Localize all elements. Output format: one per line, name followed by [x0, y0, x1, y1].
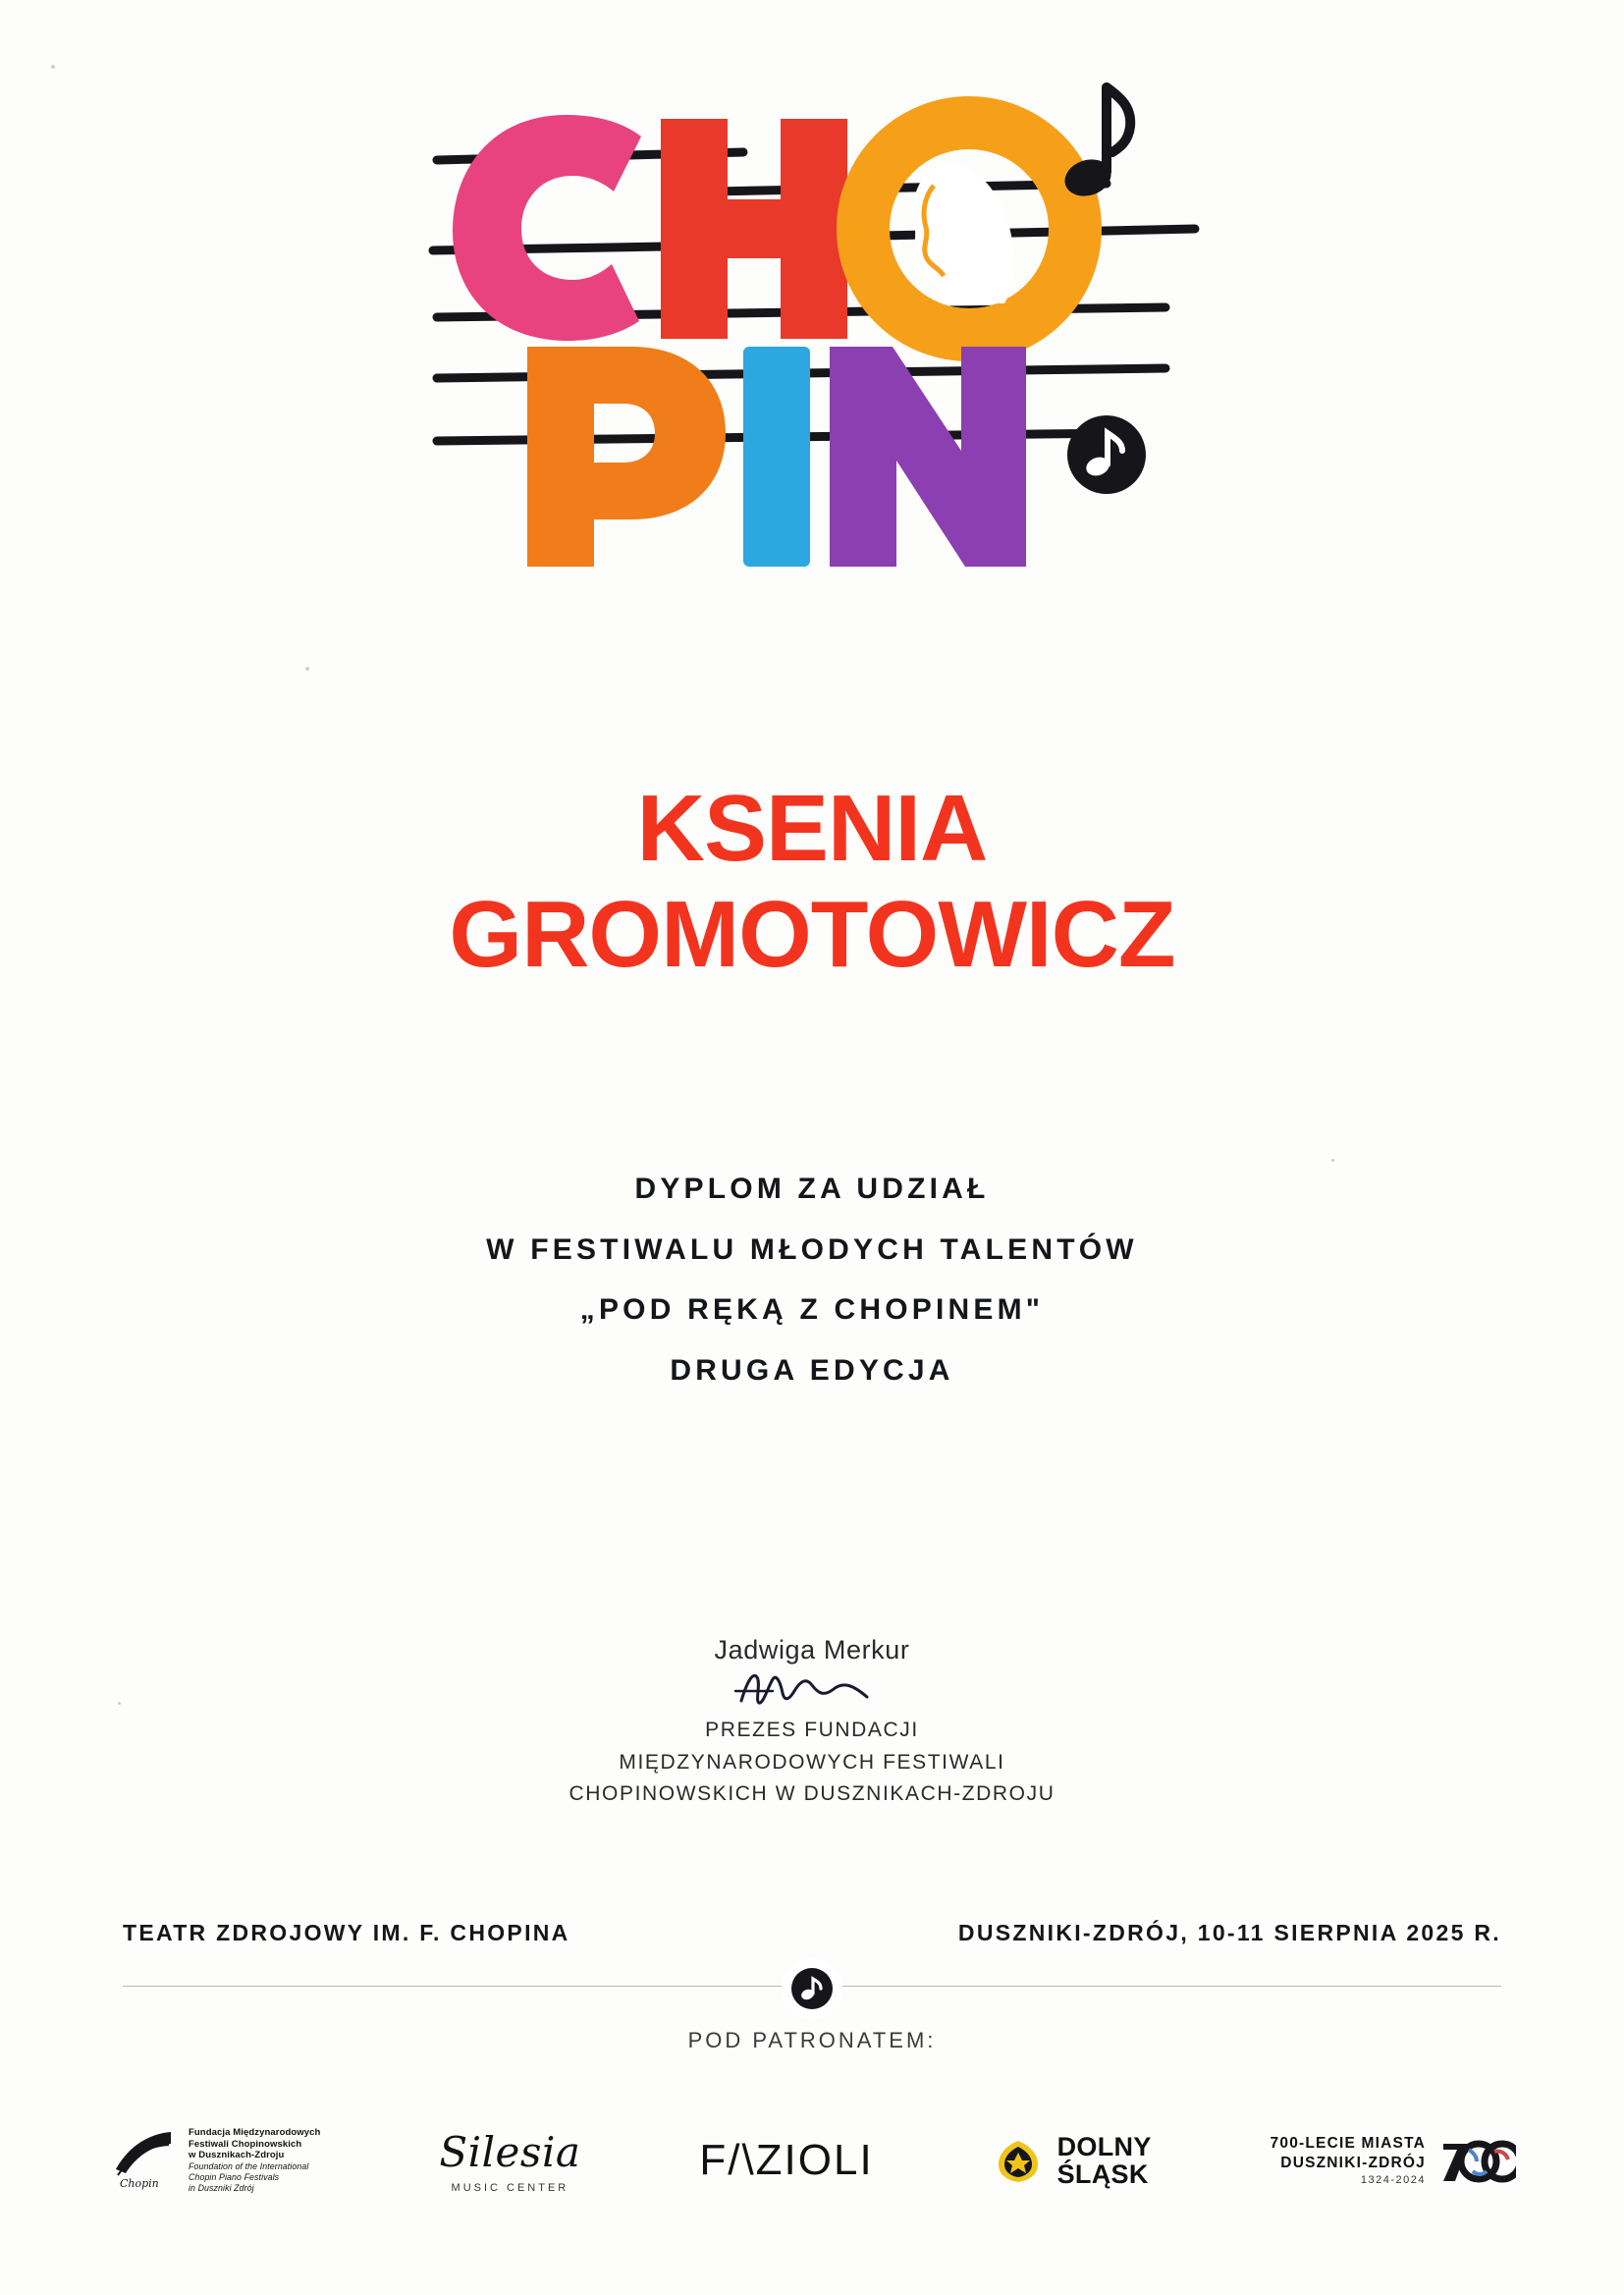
fundacja-line-2: Festiwali Chopinowskich — [189, 2138, 302, 2150]
sponsor-logos — [108, 2092, 1516, 2229]
dolny-line-1: DOLNY — [1056, 2131, 1152, 2161]
venue-text: TEATR ZDROJOWY IM. F. CHOPINA — [123, 1920, 570, 1945]
fundacja-line-3: w Dusznikach-Zdroju — [189, 2150, 285, 2161]
dolny-slask-wordmark — [1057, 2133, 1152, 2189]
fundacja-line-6: in Duszniki Zdrój — [189, 2183, 254, 2194]
fundacja-line-4: Foundation of the International — [189, 2161, 309, 2172]
signatory-role — [0, 1715, 1624, 1811]
sponsor-silesia-music-center — [439, 2102, 580, 2219]
svg-text:Chopin: Chopin — [120, 2177, 159, 2190]
sponsor-700-lecie-duszniki — [1271, 2102, 1516, 2219]
anniversary-text — [1271, 2134, 1426, 2188]
recipient-first-name: KSENIA — [636, 776, 988, 881]
logo-letter-i — [743, 347, 810, 567]
place-date-text: DUSZNIKI-ZDRÓJ, 10-11 SIERPNIA 2025 R. — [957, 1920, 1501, 1945]
patronage-label: POD PATRONATEM: — [687, 2028, 937, 2052]
sponsor-fazioli — [699, 2102, 873, 2219]
signature-block — [0, 1635, 1624, 1811]
award-line-3: „POD RĘKĄ Z CHOPINEM" — [579, 1293, 1045, 1326]
fundacja-line-1: Fundacja Międzynarodowych — [189, 2126, 321, 2138]
chopin-festival-logo — [0, 54, 1624, 604]
dolny-line-2: ŚLĄSK — [1056, 2159, 1149, 2189]
signatory-role-line-1: PREZES FUNDACJI — [705, 1719, 919, 1741]
signatory-name: Jadwiga Merkur — [714, 1635, 910, 1665]
logo-letter-p — [527, 347, 726, 567]
logo-letter-n — [830, 347, 1026, 567]
award-description — [0, 1159, 1624, 1400]
silesia-wordmark: Silesia — [439, 2127, 581, 2176]
logo-letter-h — [661, 119, 847, 339]
music-note-icon — [782, 1958, 842, 2019]
chopin-logo-artwork — [419, 54, 1205, 584]
fundacja-line-5: Chopin Piano Festivals — [189, 2172, 280, 2183]
signatory-role-line-3: CHOPINOWSKICH W DUSZNIKACH-ZDROJU — [568, 1782, 1056, 1806]
award-line-4: DRUGA EDYCJA — [670, 1353, 954, 1387]
footer-row — [123, 1920, 1501, 1946]
sponsor-fundacja-chopinowska — [108, 2102, 320, 2219]
recipient-name — [0, 776, 1624, 987]
award-line-1: DYPLOM ZA UDZIAŁ — [634, 1173, 990, 1205]
award-line-2: W FESTIWALU MŁODYCH TALENTÓW — [486, 1232, 1138, 1266]
anniversary-line-1: 700-LECIE MIASTA — [1270, 2134, 1426, 2152]
logo-letter-c — [453, 115, 641, 341]
silesia-subtitle: MUSIC CENTER — [451, 2181, 569, 2194]
signatory-role-line-2: MIĘDZYNARODOWYCH FESTIWALI — [619, 1750, 1005, 1774]
piano-lid-icon — [108, 2126, 179, 2195]
scan-speck — [305, 667, 309, 671]
fazioli-wordmark: F/\ZIOLI — [699, 2136, 874, 2184]
logo-note-badge — [1067, 415, 1146, 494]
recipient-last-name: GROMOTOWICZ — [449, 881, 1175, 987]
signature-scribble-icon — [0, 1662, 1624, 1715]
anniversary-years: 1324-2024 — [1360, 2173, 1426, 2186]
lower-silesia-eagle-icon — [993, 2135, 1044, 2186]
anniversary-line-2: DUSZNIKI-ZDRÓJ — [1280, 2154, 1426, 2171]
sponsor-fundacja-text — [189, 2127, 320, 2195]
sponsor-dolny-slask — [993, 2102, 1152, 2219]
700-anniversary-icon — [1439, 2134, 1516, 2187]
